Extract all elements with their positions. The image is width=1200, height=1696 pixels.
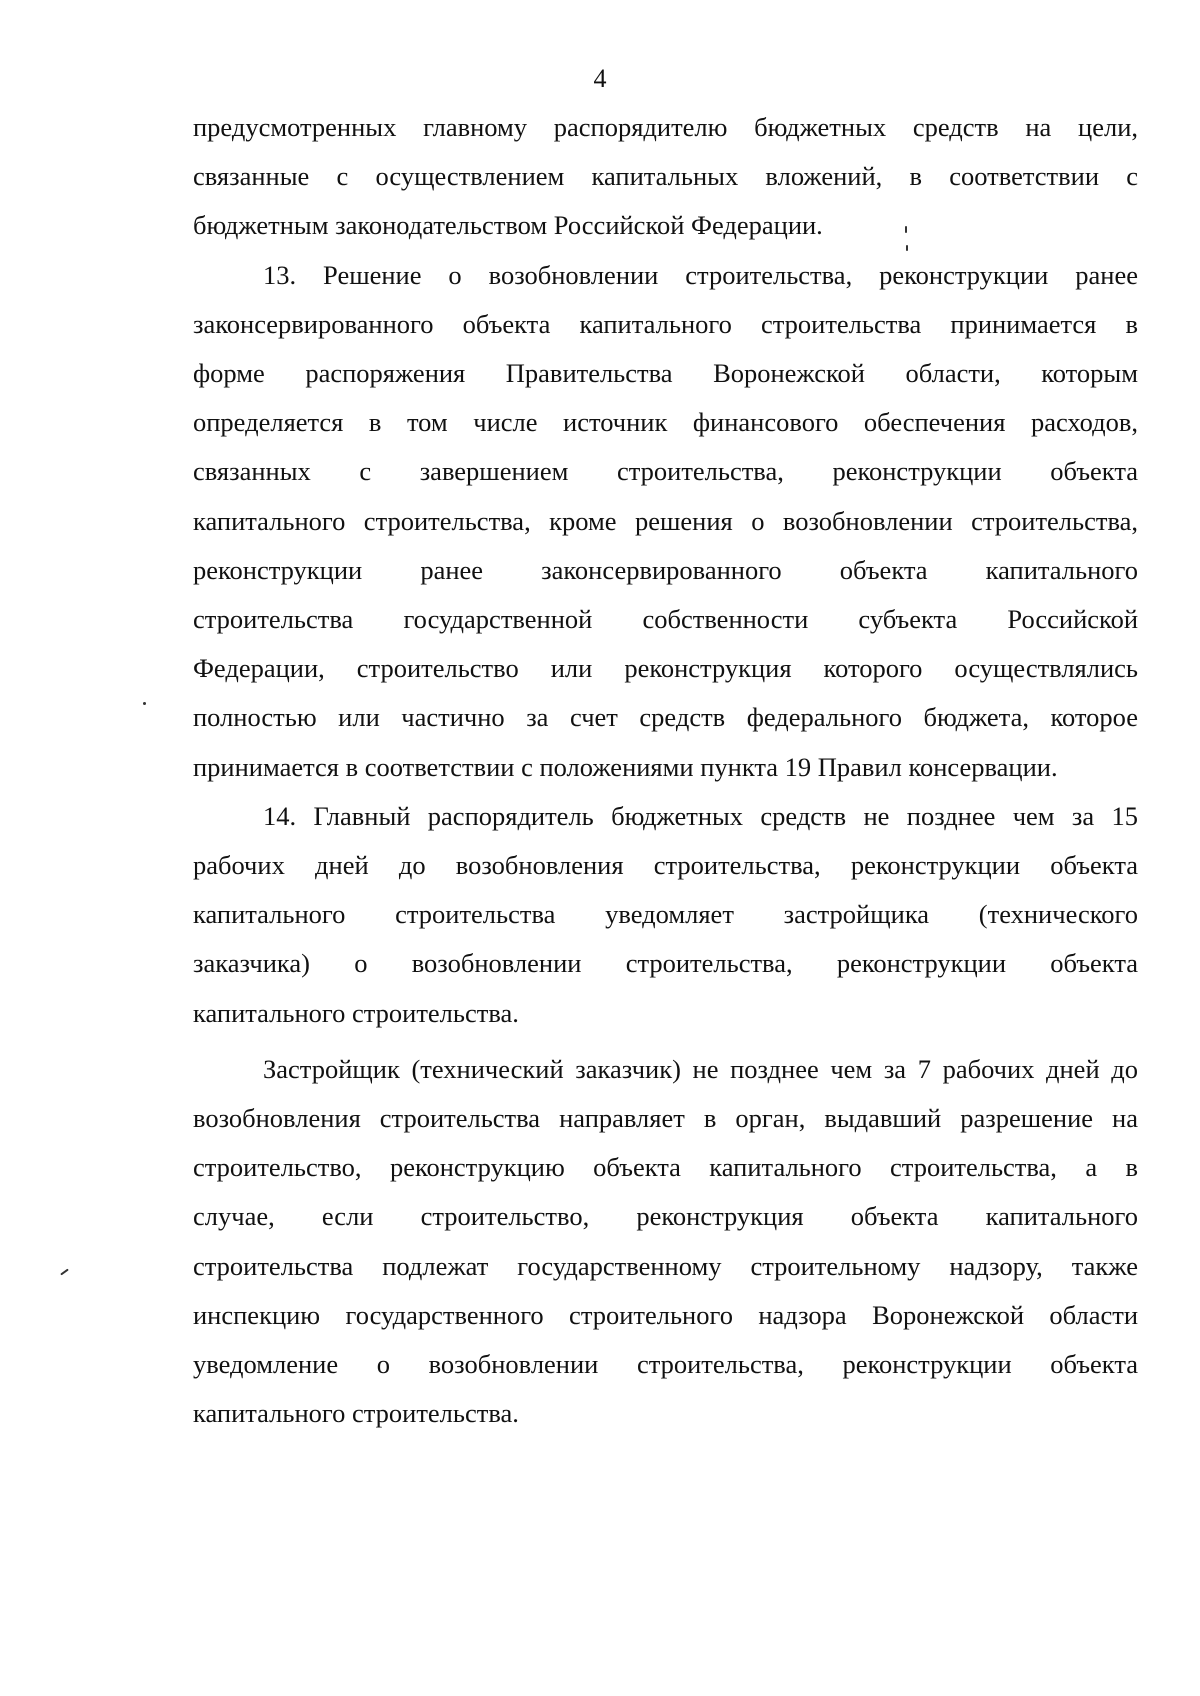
text-line: принимается в соответствии с положениями пункта 19 Правил консервации. [193, 751, 1058, 782]
text-line: уведомление о возобновлении строительства, реконструкции объекта [193, 1349, 1138, 1380]
text-line: полностью или частично за счет средств федерального бюджета, которое [193, 702, 1138, 733]
text-line: законсервированного объекта капитального строительства принимается в [193, 308, 1138, 339]
text-line: капитального строительства, кроме решения о возобновлении строительства, [193, 505, 1138, 536]
text-line: строительства подлежат государственному строительному надзору, также [193, 1250, 1138, 1281]
document-body [193, 103, 1138, 1438]
text-line: 13. Решение о возобновлении строительства, реконструкции ранее [263, 259, 1138, 290]
text-line: предусмотренных главному распорядителю бюджетных средств на цели, [193, 112, 1138, 142]
scan-speck [906, 245, 908, 251]
text-line: строительство, реконструкцию объекта капитального строительства, а в [193, 1152, 1138, 1183]
text-line: инспекцию государственного строительного надзора Воронежской области [193, 1299, 1138, 1330]
text-line: Застройщик (технический заказчик) не позднее чем за 7 рабочих дней до [263, 1053, 1138, 1084]
text-line: случае, если строительство, реконструкция объекта капитального [193, 1201, 1138, 1232]
text-line: заказчика) о возобновлении строительства, реконструкции объекта [193, 948, 1138, 979]
text-line: строительства государственной собственности субъекта Российской [193, 604, 1138, 635]
text-line: Федерации, строительство или реконструкция которого осуществлялись [193, 653, 1138, 684]
text-line: 14. Главный распорядитель бюджетных средств не позднее чем за 15 [263, 800, 1138, 831]
page-number: 4 [593, 64, 607, 93]
scan-speck [905, 226, 907, 233]
text-line: связанных с завершением строительства, реконструкции объекта [193, 456, 1138, 487]
text-line: форме распоряжения Правительства Воронежской области, которым [193, 358, 1138, 389]
text-line: реконструкции ранее законсервированного объекта капитального [193, 554, 1138, 585]
text-line: капитального строительства уведомляет застройщика (технического [193, 899, 1138, 930]
text-line: капитального строительства. [193, 997, 519, 1028]
paragraph-14-developer [193, 1045, 1138, 1439]
paragraph-13 [193, 251, 1138, 792]
text-line: связанные с осуществлением капитальных вложений, в соответствии с [193, 161, 1138, 192]
text-line: определяется в том числе источник финансового обеспечения расходов, [193, 407, 1138, 438]
text-line: бюджетным законодательством Российской Федерации. [193, 210, 823, 241]
paragraph-14 [193, 792, 1138, 1038]
paragraph-continuation [193, 103, 1138, 251]
text-line: возобновления строительства направляет в орган, выдавший разрешение на [193, 1103, 1138, 1134]
text-line: капитального строительства. [193, 1398, 519, 1429]
text-line: рабочих дней до возобновления строительства, реконструкции объекта [193, 850, 1138, 881]
scan-speck [60, 1269, 69, 1276]
scan-speck [143, 702, 146, 705]
